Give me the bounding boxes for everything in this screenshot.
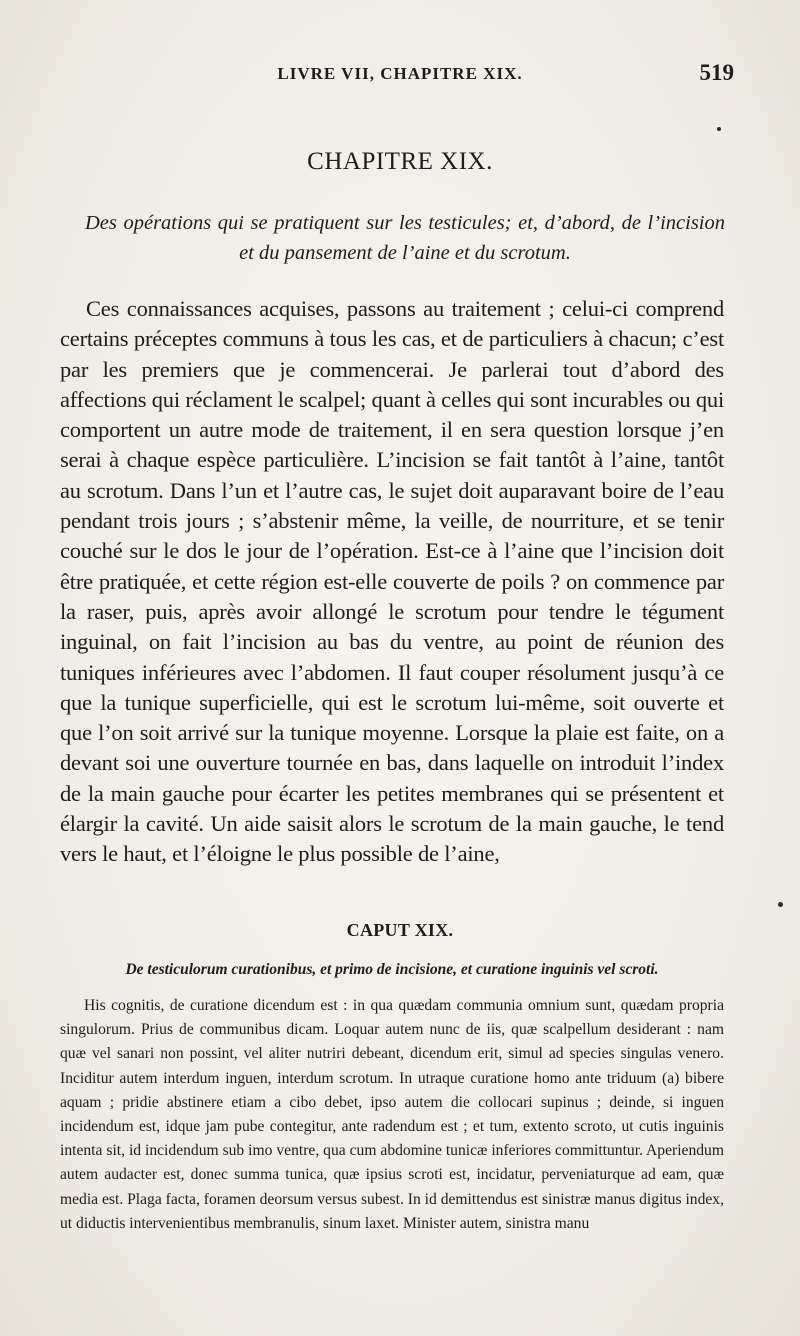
french-body-text: Ces connaissances acquises, passons au traitement ; celui-ci comprend certains préceptes communs à tous les cas, et de particuliers à chacun; c’est par les premiers que je commencerai. Je parlerai tout d’abord des affections qui réclament le scalpel; quant à celles qui sont incurables ou qui comportent un autre mode de traitement, il en sera question lorsque j’en serai à chaque espèce particulière. L’incision se fait tantôt à l’aine, tantôt au scrotum. Dans l’un et l’autre cas, le sujet doit auparavant boire de l’eau pendant trois jours ; s’abstenir même, la veille, de nourriture, et se tenir couché sur le dos le jour de l’opération. Est-ce à l’aine que l’incision doit être pratiquée, et cette région est-elle couverte de poils ? on commence par la raser, puis, après avoir allongé le scrotum pour tendre le tégument inguinal, on fait l’incision au bas du ventre, au point de réunion des tuniques inférieures avec l’abdomen. Il faut couper résolument jusqu’à ce que la tunique superficielle, qui est le scrotum lui-même, soit ouverte et que l’on soit arrivé sur la tunique moyenne. Lorsque la plaie est faite, on a devant soi une ouverture tournée en bas, dans laquelle on introduit l’index de la main gauche pour écarter les petites membranes qui se présentent et élargir la cavité. Un aide saisit alors le scrotum de la main gauche, le tend vers le haut, et l’éloigne le plus possible de l’aine, bbox=[60, 296, 724, 867]
running-head: LIVRE VII, CHAPITRE XIX. bbox=[277, 64, 523, 83]
latin-chapter-title: CAPUT XIX. bbox=[346, 920, 454, 940]
ink-speck bbox=[717, 127, 721, 131]
chapter-title: CHAPITRE XIX. bbox=[307, 148, 493, 175]
latin-chapter-subtitle: De testiculorum curationibus, et primo de incisione, et curatione inguinis vel scroti. bbox=[125, 961, 659, 978]
ink-speck bbox=[778, 902, 783, 907]
chapter-subtitle: Des opérations qui se pratiquent sur les testicules; et, d’abord, de l’incision et du pansement de l’aine et du scrotum. bbox=[85, 212, 725, 264]
latin-body-text: His cognitis, de curatione dicendum est : in qua quædam communia omnium sunt, quædam propria singulorum. Prius de communibus dicam. Loquar autem nunc de iis, quæ scalpellum desiderant : nam quæ vel sanari non possint, vel aliter nutriri debeant, dicendum erit, simul ad species singulas venero. Inciditur autem interdum inguen, interdum scrotum. In utraque curatione homo ante triduum (a) bibere aquam ; pridie abstinere etiam a cibo debet, ipso autem die collocari supinus ; deinde, si inguen incidendum est, idque jam pube contegitur, ante radendum est ; et tum, extento scroto, ut cutis inguinis intenta sit, id incidendum sub imo ventre, qua cum abdomine tunicæ inferiores committuntur. Aperiendum autem audacter est, donec summa tunica, quæ ipsius scroti est, incidatur, perveniaturque ad eam, quæ media est. Plaga facta, foramen deorsum versus subest. In id demittendus est sinistræ manus digitus index, ut diductis intervenientibus membranulis, sinum laxet. Minister autem, sinistra manu bbox=[60, 997, 724, 1232]
page-header bbox=[60, 62, 740, 90]
page-number: 519 bbox=[699, 60, 734, 85]
